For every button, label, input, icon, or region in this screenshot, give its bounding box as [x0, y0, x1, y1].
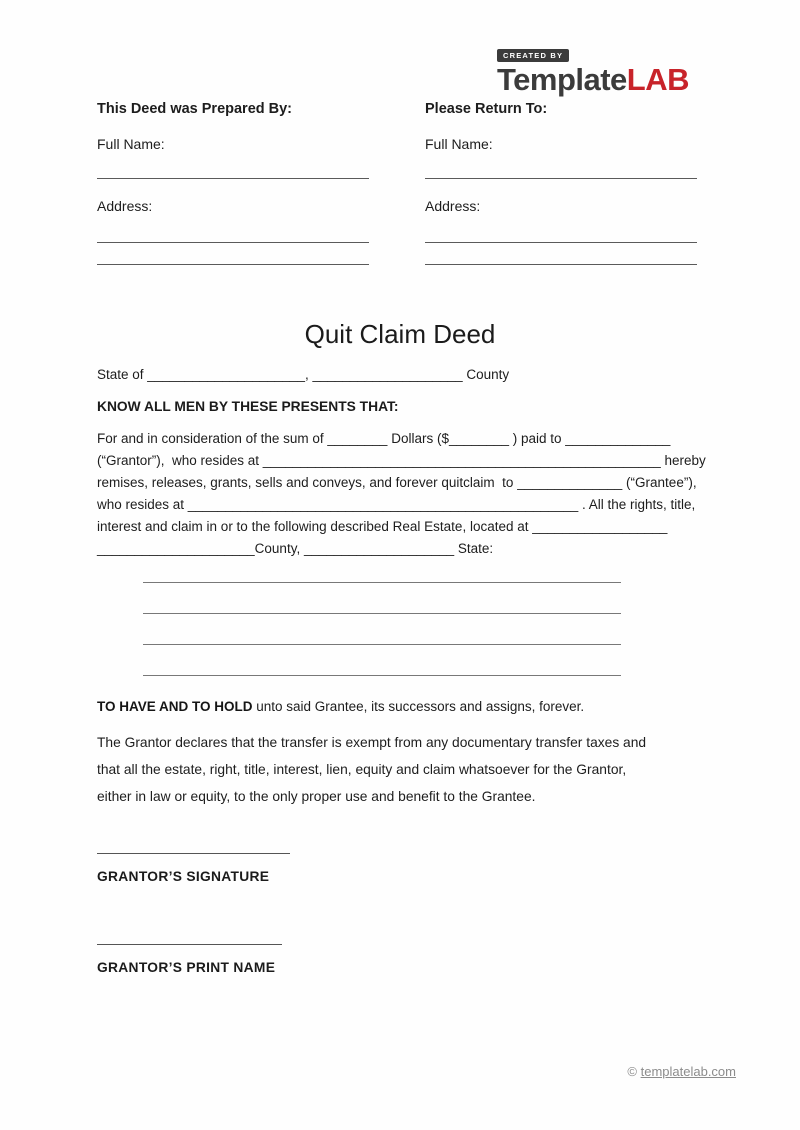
- return-to-address-label: Address:: [425, 198, 481, 214]
- deed-paragraph-line: interest and claim in or to the following described Real Estate, located at __________________: [97, 519, 668, 534]
- grantor-print-name-line: [97, 944, 282, 945]
- deed-body-paragraph: [97, 428, 706, 560]
- created-by-badge: CREATED BY: [497, 49, 569, 62]
- return-to-title: Please Return To:: [425, 101, 548, 117]
- property-description-lines: [143, 561, 621, 676]
- grantor-declaration-line: that all the estate, right, title, interest, lien, equity and claim whatsoever for the Grantor,: [97, 762, 627, 777]
- brand-wordmark-primary: Template: [497, 62, 627, 97]
- grantor-signature-line: [97, 853, 290, 854]
- brand-wordmark-accent: LAB: [626, 62, 690, 97]
- grantor-signature-label: GRANTOR’S SIGNATURE: [97, 869, 270, 884]
- deed-paragraph-line: remises, releases, grants, sells and conveys, and forever quitclaim to ______________ (“Grantee”),: [97, 475, 697, 490]
- grantor-declaration-paragraph: [97, 729, 646, 810]
- grantor-declaration-line: The Grantor declares that the transfer is exempt from any documentary transfer taxes and: [97, 735, 647, 750]
- prepared-by-address-label: Address:: [97, 198, 153, 214]
- prepared-by-title: This Deed was Prepared By:: [97, 101, 293, 117]
- grantor-print-name-label: GRANTOR’S PRINT NAME: [97, 960, 276, 975]
- deed-paragraph-line: who resides at ____________________________________________________ . All the rights, title,: [97, 497, 696, 512]
- return-to-address-line-1: [425, 242, 697, 243]
- return-to-block: [425, 101, 697, 265]
- deed-paragraph-line: For and in consideration of the sum of ________ Dollars ($________ ) paid to ______________: [97, 431, 671, 446]
- return-to-full-name-label: Full Name:: [425, 136, 493, 152]
- to-have-rest-text: unto said Grantee, its successors and assigns, forever.: [252, 699, 585, 714]
- description-blank-line: [143, 675, 621, 676]
- prepared-by-address-line-2: [97, 264, 369, 265]
- return-to-address-line-2: [425, 264, 697, 265]
- brand-wordmark: [497, 64, 689, 97]
- prepared-by-address-line-1: [97, 242, 369, 243]
- prepared-by-full-name-line: [97, 178, 369, 179]
- deed-paragraph-line: _____________________County, ____________________ State:: [97, 541, 494, 556]
- deed-paragraph-line: (“Grantor”), who resides at _____________________________________________________ hereby: [97, 453, 706, 468]
- prepared-by-block: [97, 101, 369, 265]
- description-blank-line: [143, 582, 621, 583]
- description-blank-line: [143, 613, 621, 614]
- to-have-and-hold-line: [97, 699, 584, 714]
- grantor-print-name-block: [97, 944, 282, 975]
- grantor-signature-block: [97, 853, 290, 884]
- templatelab-logo: [497, 45, 689, 97]
- return-to-full-name-line: [425, 178, 697, 179]
- presents-heading: KNOW ALL MEN BY THESE PRESENTS THAT:: [97, 399, 399, 414]
- state-county-line: State of _____________________, ____________________ County: [97, 367, 510, 382]
- prepared-by-full-name-label: Full Name:: [97, 136, 165, 152]
- description-blank-line: [143, 644, 621, 645]
- copyright-symbol: ©: [627, 1064, 641, 1079]
- page-title: Quit Claim Deed: [304, 319, 496, 349]
- templatelab-footer-link[interactable]: templatelab.com: [640, 1064, 736, 1079]
- grantor-declaration-line: either in law or equity, to the only proper use and benefit to the Grantee.: [97, 789, 536, 804]
- footer: [627, 1064, 736, 1079]
- to-have-bold-text: TO HAVE AND TO HOLD: [97, 699, 253, 714]
